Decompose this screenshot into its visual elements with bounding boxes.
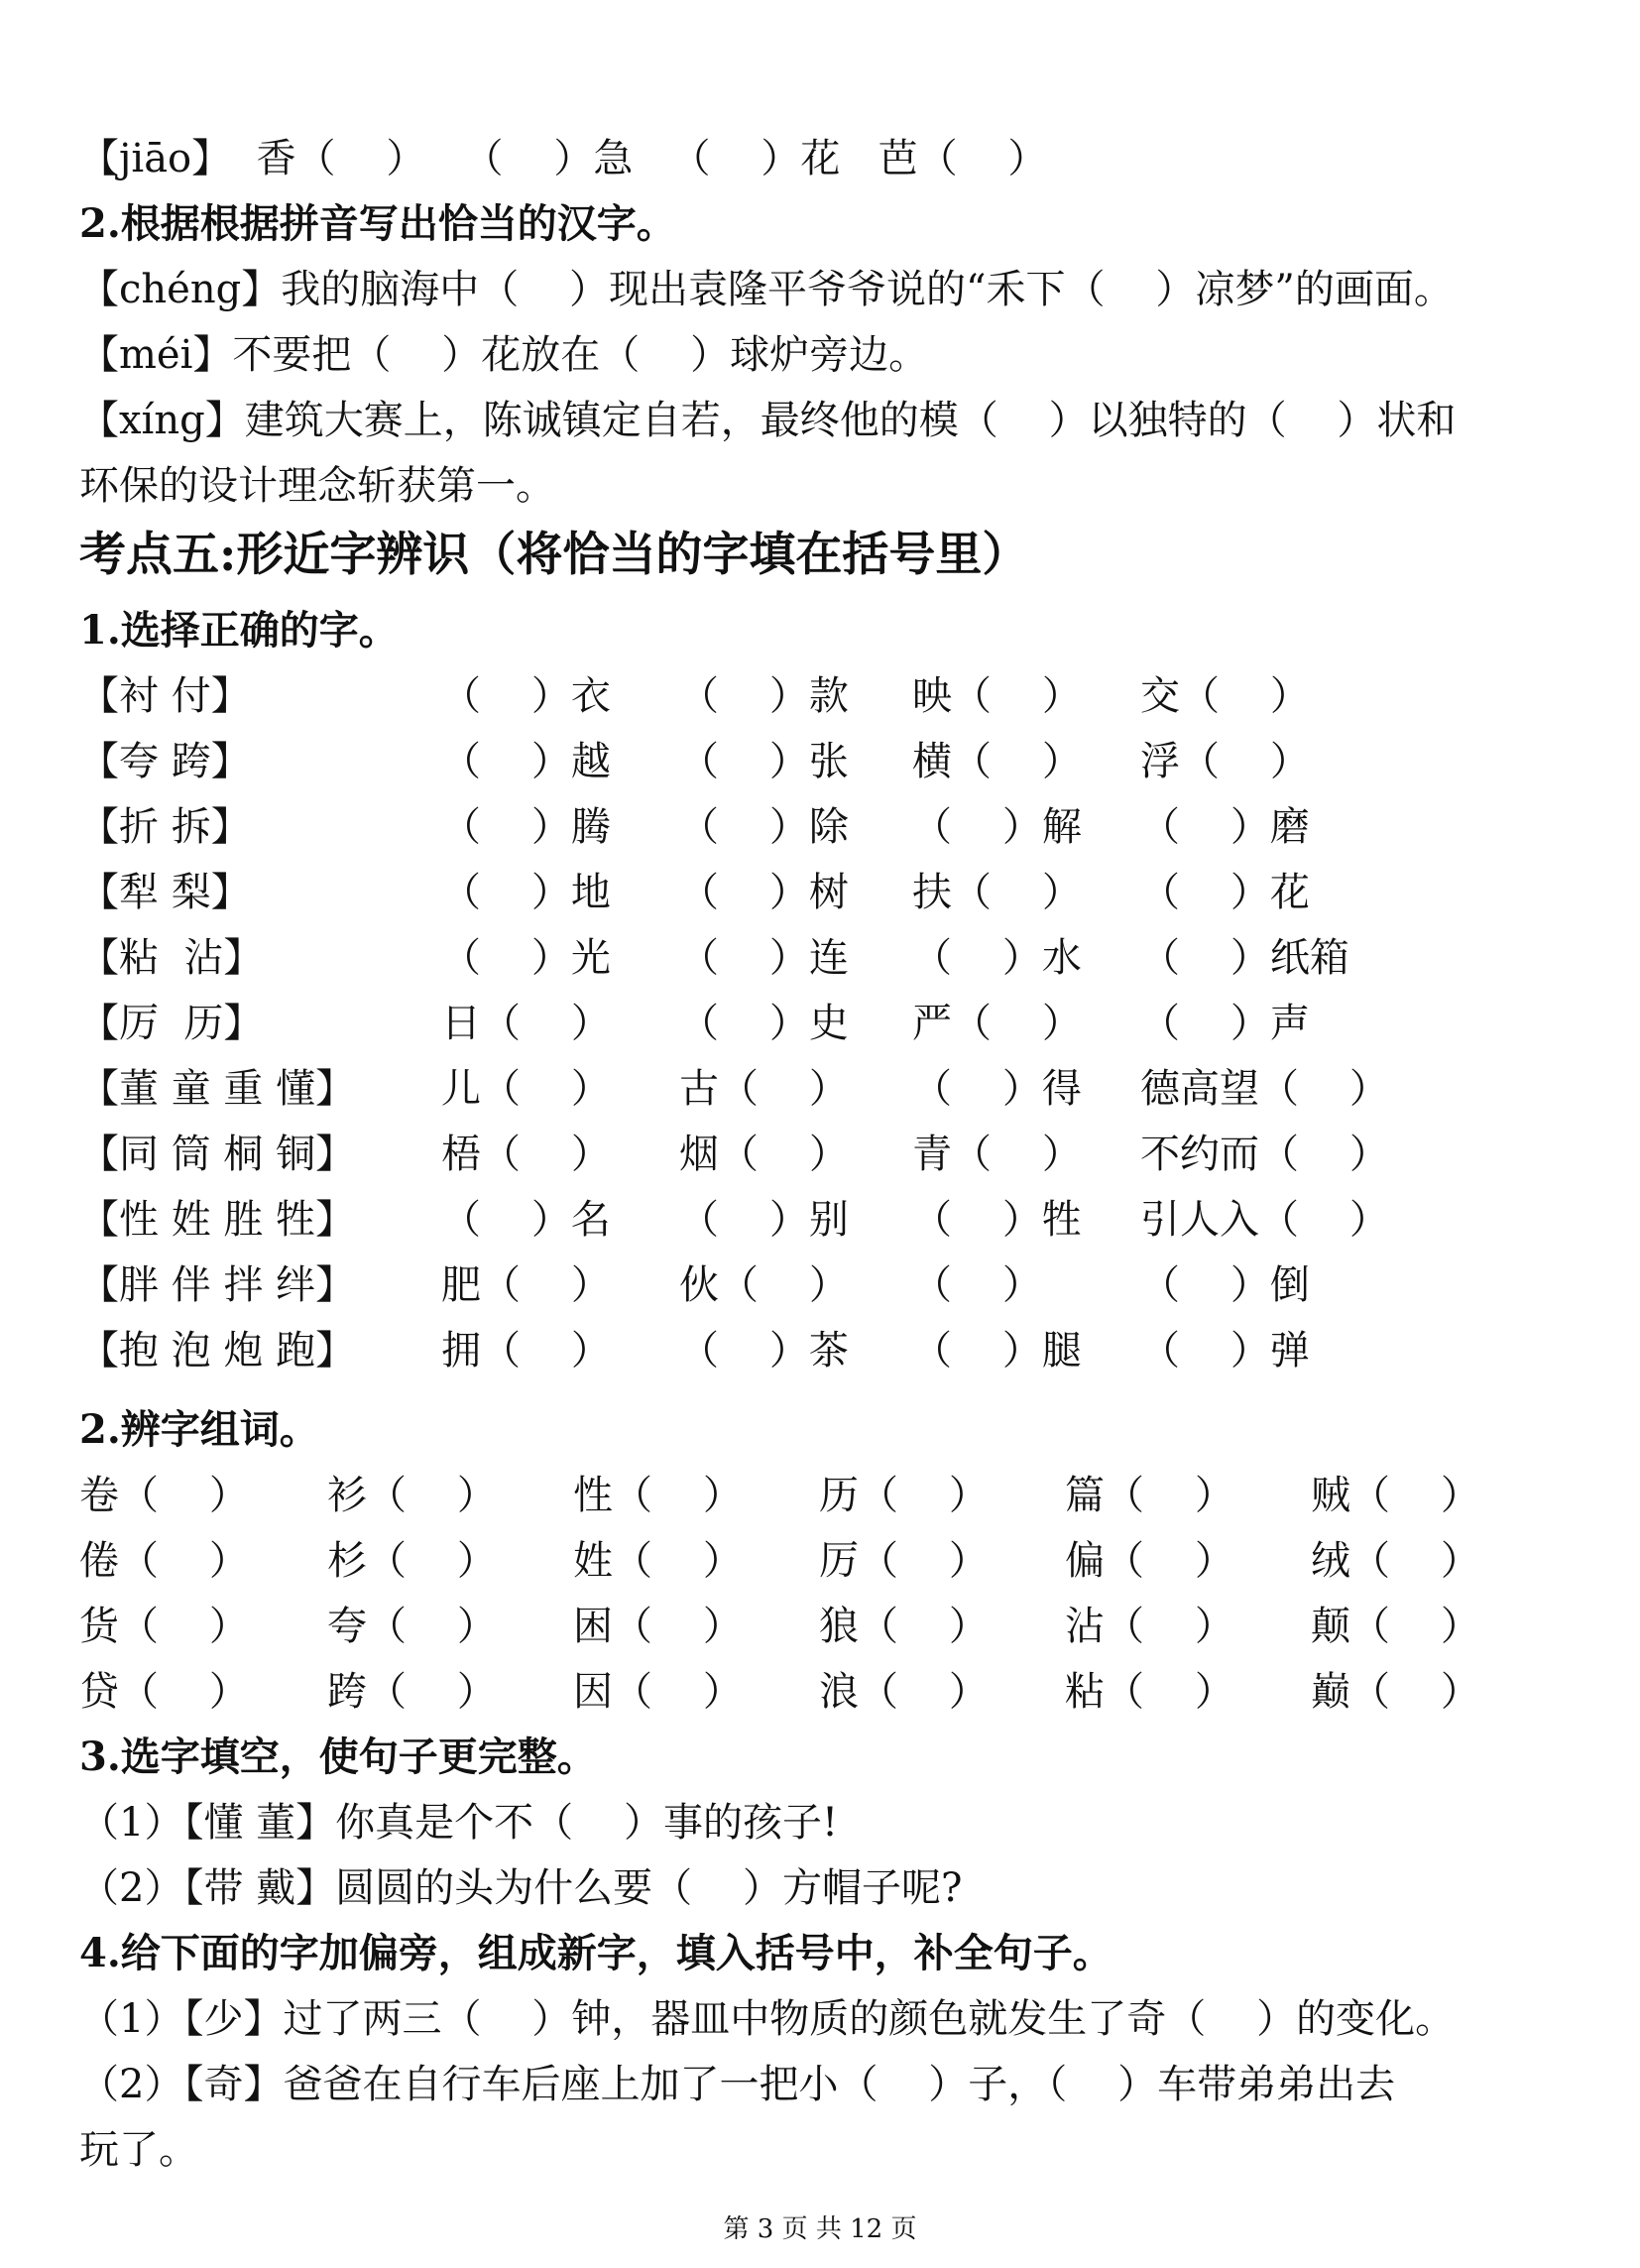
row-item: 拥（ ） [441,1328,611,1373]
row-item: （ ）花 [1140,870,1310,915]
row-label: 【折 拆】 [79,804,251,850]
grid-cell: 贷（ ） [79,1669,249,1715]
row-item: 严（ ） [912,1001,1082,1046]
subquestion-4-item-1: （1）【少】过了两三（ ）钟，器皿中物质的颜色就发生了奇（ ）的变化。 [79,1996,1456,2042]
row-item: 浮（ ） [1140,739,1310,784]
row-item: 儿（ ） [441,1066,611,1112]
grid-cell: 姓（ ） [573,1538,743,1584]
row-item: （ ）名 [441,1197,611,1243]
pinyin-line-mei: 【méi】不要把（ ）花放在（ ）球炉旁边。 [79,332,929,378]
grid-cell: 浪（ ） [819,1669,989,1715]
grid-cell: 偏（ ） [1065,1538,1234,1584]
grid-cell: 衫（ ） [327,1473,497,1518]
row-label: 【胖 伴 拌 绊】 [79,1262,356,1308]
subquestion-3-item-1: （1）【懂 董】你真是个不（ ）事的孩子! [79,1800,839,1846]
grid-cell: 困（ ） [573,1604,743,1649]
pinyin-line-jiao: 【jiāo】 香（ ） （ ）急 （ ）花 芭（ ） [79,136,1048,181]
row-item: 德高望（ ） [1140,1066,1389,1112]
row-item: 青（ ） [912,1132,1082,1177]
row-label: 【夸 跨】 [79,739,251,784]
row-item: （ ）光 [441,935,611,981]
row-item: （ ）越 [441,739,611,784]
grid-cell: 货（ ） [79,1604,249,1649]
row-item: （ ）衣 [441,673,611,719]
row-item: 伙（ ） [679,1262,849,1308]
row-label: 【同 筒 桐 铜】 [79,1132,356,1177]
question-2-title: 2.根据根据拼音写出恰当的汉字。 [79,200,676,247]
grid-cell: 性（ ） [573,1473,743,1518]
grid-cell: 巅（ ） [1311,1669,1480,1715]
grid-cell: 因（ ） [573,1669,743,1715]
row-item: （ ）弹 [1140,1328,1310,1373]
row-item: （ ）纸箱 [1140,935,1349,981]
page-footer: 第 3 页 共 12 页 [723,2214,917,2244]
row-item: 梧（ ） [441,1132,611,1177]
grid-cell: 狼（ ） [819,1604,989,1649]
row-label: 【厉 历】 [79,1001,264,1046]
grid-cell: 颠（ ） [1311,1604,1480,1649]
row-item: （ ） [912,1262,1042,1308]
row-item: 映（ ） [912,673,1082,719]
grid-cell: 篇（ ） [1065,1473,1234,1518]
subquestion-4-item-2-continued: 玩了。 [79,2127,198,2173]
grid-cell: 夸（ ） [327,1604,497,1649]
row-item: （ ）别 [679,1197,849,1243]
row-item: 古（ ） [679,1066,849,1112]
row-item: （ ）茶 [679,1328,849,1373]
row-item: （ ）腾 [441,804,611,850]
row-item: （ ）地 [441,870,611,915]
subquestion-4-title: 4.给下面的字加偏旁，组成新字，填入括号中，补全句子。 [79,1930,1113,1976]
row-item: 烟（ ） [679,1132,849,1177]
row-label: 【抱 泡 炮 跑】 [79,1328,356,1373]
grid-cell: 跨（ ） [327,1669,497,1715]
section-heading: 考点五:形近字辨识（将恰当的字填在括号里） [79,528,1029,582]
row-item: （ ）倒 [1140,1262,1310,1308]
pinyin-line-cheng: 【chéng】我的脑海中（ ）现出袁隆平爷爷说的“禾下（ ）凉梦”的画面。 [79,267,1454,312]
row-item: 不约而（ ） [1140,1132,1389,1177]
row-item: （ ）得 [912,1066,1082,1112]
grid-cell: 卷（ ） [79,1473,249,1518]
grid-cell: 绒（ ） [1311,1538,1480,1584]
row-item: （ ）张 [679,739,849,784]
row-item: 交（ ） [1140,673,1310,719]
subquestion-2-title: 2.辨字组词。 [79,1406,319,1453]
pinyin-line-xing-continued: 环保的设计理念斩获第一。 [79,463,555,509]
subquestion-3-title: 3.选字填空，使句子更完整。 [79,1733,597,1780]
row-item: （ ）声 [1140,1001,1310,1046]
row-item: 引人入（ ） [1140,1197,1389,1243]
row-item: （ ）连 [679,935,849,981]
row-item: （ ）水 [912,935,1082,981]
row-item: 日（ ） [441,1001,611,1046]
row-label: 【犁 梨】 [79,870,251,915]
grid-cell: 粘（ ） [1065,1669,1234,1715]
grid-cell: 厉（ ） [819,1538,989,1584]
row-item: （ ）树 [679,870,849,915]
row-label: 【粘 沾】 [79,935,264,981]
row-label: 【性 姓 胜 牲】 [79,1197,356,1243]
grid-cell: 历（ ） [819,1473,989,1518]
row-item: （ ）款 [679,673,849,719]
row-label: 【董 童 重 懂】 [79,1066,356,1112]
row-item: 扶（ ） [912,870,1082,915]
pinyin-line-xing: 【xíng】建筑大赛上，陈诚镇定自若，最终他的模（ ）以独特的（ ）状和 [79,398,1457,443]
row-item: 横（ ） [912,739,1082,784]
subquestion-4-item-2: （2）【奇】爸爸在自行车后座上加了一把小（ ）子，（ ）车带弟弟出去 [79,2062,1396,2107]
row-label: 【衬 付】 [79,673,251,719]
row-item: （ ）磨 [1140,804,1310,850]
row-item: 肥（ ） [441,1262,611,1308]
row-item: （ ）解 [912,804,1082,850]
subquestion-1-title: 1.选择正确的字。 [79,607,399,654]
row-item: （ ）腿 [912,1328,1082,1373]
grid-cell: 倦（ ） [79,1538,249,1584]
grid-cell: 贼（ ） [1311,1473,1480,1518]
row-item: （ ）牲 [912,1197,1082,1243]
grid-cell: 沾（ ） [1065,1604,1234,1649]
grid-cell: 杉（ ） [327,1538,497,1584]
row-item: （ ）除 [679,804,849,850]
row-item: （ ）史 [679,1001,849,1046]
subquestion-3-item-2: （2）【带 戴】圆圆的头为什么要（ ）方帽子呢? [79,1865,963,1911]
